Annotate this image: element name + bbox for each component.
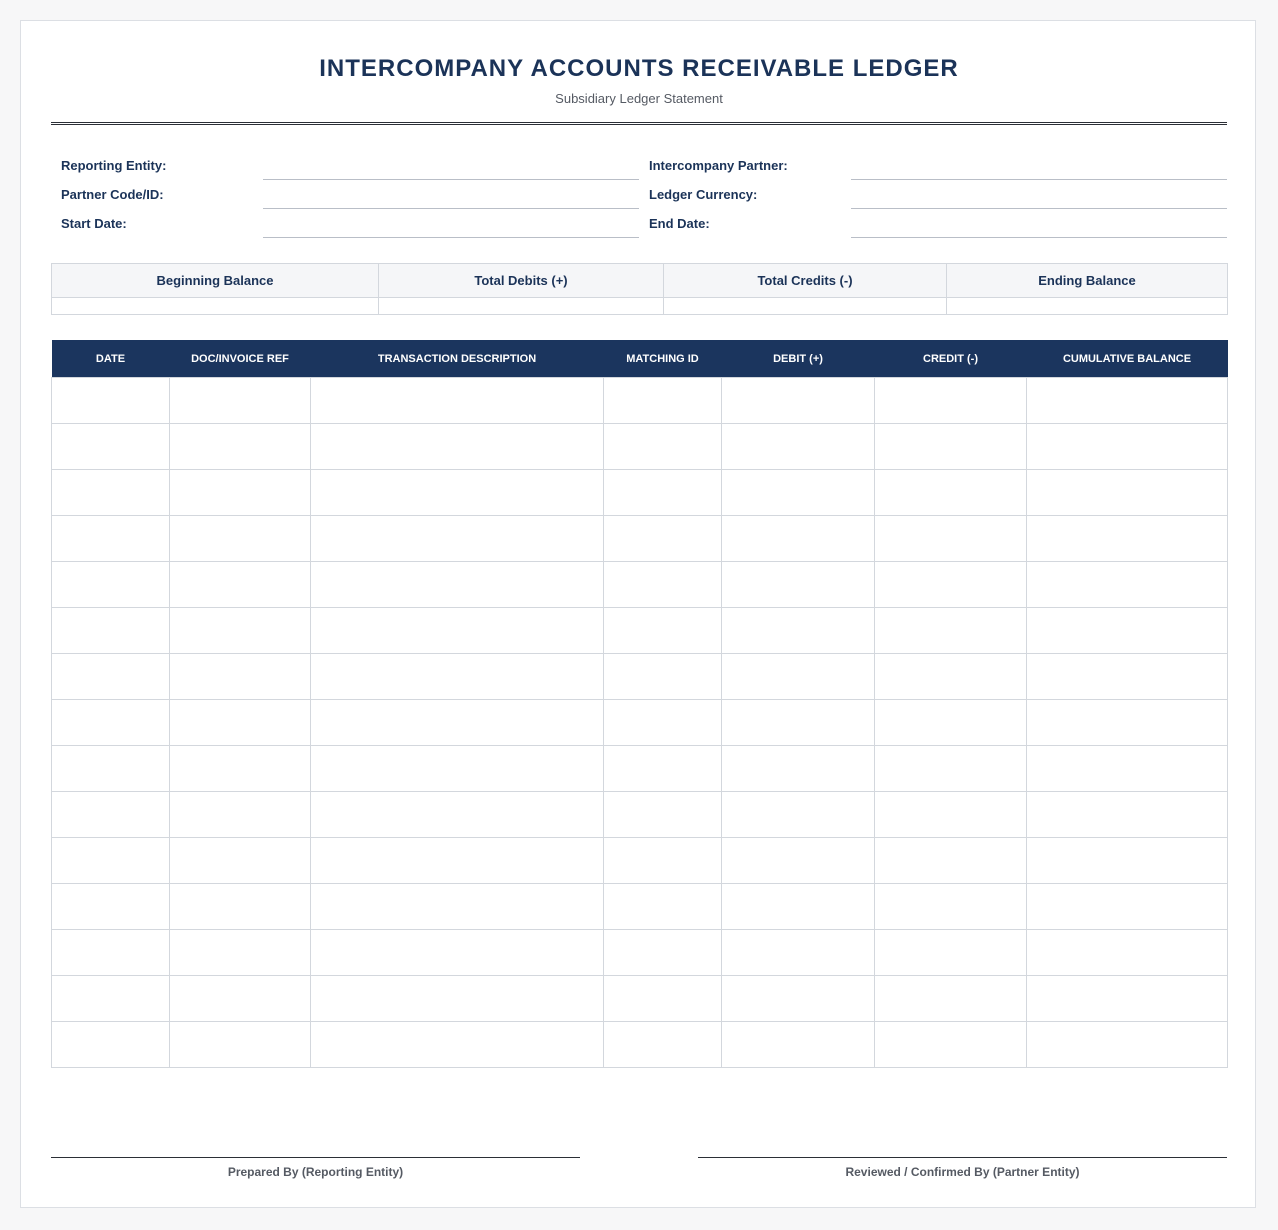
start-date-label: Start Date: <box>61 216 127 231</box>
ledger-header-row <box>52 340 1228 378</box>
matching-id-cell[interactable] <box>604 700 722 746</box>
table-row <box>52 792 1228 838</box>
debit-cell[interactable] <box>722 562 875 608</box>
table-row <box>52 608 1228 654</box>
column-header-doc-ref: DOC/INVOICE REF <box>170 340 311 378</box>
credit-cell[interactable] <box>875 470 1027 516</box>
doc-ref-cell[interactable] <box>170 470 311 516</box>
date-cell[interactable] <box>52 792 170 838</box>
summary-value-row <box>52 298 1228 315</box>
description-cell[interactable] <box>311 792 604 838</box>
doc-ref-cell[interactable] <box>170 884 311 930</box>
prepared-by-signature-line[interactable] <box>51 1157 580 1158</box>
cumulative-balance-cell[interactable] <box>1027 700 1228 746</box>
description-cell[interactable] <box>311 516 604 562</box>
cumulative-balance-cell[interactable] <box>1027 838 1228 884</box>
table-row <box>52 930 1228 976</box>
matching-id-cell[interactable] <box>604 654 722 700</box>
page-subtitle: Subsidiary Ledger Statement <box>555 91 723 106</box>
description-cell[interactable] <box>311 838 604 884</box>
credit-cell[interactable] <box>875 930 1027 976</box>
column-header-matching-id: MATCHING ID <box>604 340 722 378</box>
ledger-currency-field[interactable] <box>851 208 1227 209</box>
summary-header-total-credits: Total Credits (-) <box>664 264 947 298</box>
doc-ref-cell[interactable] <box>170 838 311 884</box>
doc-ref-cell[interactable] <box>170 608 311 654</box>
matching-id-cell[interactable] <box>604 516 722 562</box>
credit-cell[interactable] <box>875 700 1027 746</box>
table-row <box>52 470 1228 516</box>
description-cell[interactable] <box>311 746 604 792</box>
credit-cell[interactable] <box>875 608 1027 654</box>
doc-ref-cell[interactable] <box>170 654 311 700</box>
prepared-by-label: Prepared By (Reporting Entity) <box>227 1165 404 1179</box>
start-date-field[interactable] <box>263 237 639 238</box>
debit-cell[interactable] <box>722 884 875 930</box>
debit-cell[interactable] <box>722 700 875 746</box>
doc-ref-cell[interactable] <box>170 976 311 1022</box>
credit-cell[interactable] <box>875 378 1027 424</box>
date-cell[interactable] <box>52 930 170 976</box>
debit-cell[interactable] <box>722 470 875 516</box>
table-row <box>52 654 1228 700</box>
ledger-sheet <box>20 20 1256 1208</box>
cumulative-balance-cell[interactable] <box>1027 746 1228 792</box>
date-cell[interactable] <box>52 700 170 746</box>
debit-cell[interactable] <box>722 654 875 700</box>
summary-header-beginning-balance: Beginning Balance <box>52 264 379 298</box>
partner-code-field[interactable] <box>263 208 639 209</box>
date-cell[interactable] <box>52 470 170 516</box>
cumulative-balance-cell[interactable] <box>1027 930 1228 976</box>
cumulative-balance-cell[interactable] <box>1027 1022 1228 1068</box>
date-cell[interactable] <box>52 976 170 1022</box>
credit-cell[interactable] <box>875 976 1027 1022</box>
table-row <box>52 516 1228 562</box>
matching-id-cell[interactable] <box>604 976 722 1022</box>
credit-cell[interactable] <box>875 424 1027 470</box>
description-cell[interactable] <box>311 930 604 976</box>
date-cell[interactable] <box>52 608 170 654</box>
table-row <box>52 884 1228 930</box>
matching-id-cell[interactable] <box>604 470 722 516</box>
cumulative-balance-cell[interactable] <box>1027 470 1228 516</box>
credit-cell[interactable] <box>875 1022 1027 1068</box>
reviewed-by-signature-line[interactable] <box>698 1157 1227 1158</box>
end-date-label: End Date: <box>649 216 710 231</box>
debit-cell[interactable] <box>722 838 875 884</box>
credit-cell[interactable] <box>875 792 1027 838</box>
date-cell[interactable] <box>52 562 170 608</box>
matching-id-cell[interactable] <box>604 1022 722 1068</box>
end-date-field[interactable] <box>851 237 1227 238</box>
total-credits-cell[interactable] <box>664 298 947 315</box>
cumulative-balance-cell[interactable] <box>1027 608 1228 654</box>
debit-cell[interactable] <box>722 516 875 562</box>
table-row <box>52 976 1228 1022</box>
description-cell[interactable] <box>311 470 604 516</box>
cumulative-balance-cell[interactable] <box>1027 884 1228 930</box>
doc-ref-cell[interactable] <box>170 700 311 746</box>
table-row <box>52 562 1228 608</box>
matching-id-cell[interactable] <box>604 884 722 930</box>
date-cell[interactable] <box>52 884 170 930</box>
column-header-description: TRANSACTION DESCRIPTION <box>311 340 604 378</box>
doc-ref-cell[interactable] <box>170 562 311 608</box>
matching-id-cell[interactable] <box>604 838 722 884</box>
header-double-rule <box>51 122 1227 125</box>
column-header-debit: DEBIT (+) <box>722 340 875 378</box>
debit-cell[interactable] <box>722 424 875 470</box>
doc-ref-cell[interactable] <box>170 424 311 470</box>
debit-cell[interactable] <box>722 930 875 976</box>
matching-id-cell[interactable] <box>604 424 722 470</box>
credit-cell[interactable] <box>875 654 1027 700</box>
description-cell[interactable] <box>311 976 604 1022</box>
table-row <box>52 378 1228 424</box>
cumulative-balance-cell[interactable] <box>1027 562 1228 608</box>
debit-cell[interactable] <box>722 378 875 424</box>
description-cell[interactable] <box>311 424 604 470</box>
debit-cell[interactable] <box>722 608 875 654</box>
matching-id-cell[interactable] <box>604 930 722 976</box>
intercompany-partner-label: Intercompany Partner: <box>649 158 788 173</box>
description-cell[interactable] <box>311 654 604 700</box>
credit-cell[interactable] <box>875 562 1027 608</box>
cumulative-balance-cell[interactable] <box>1027 654 1228 700</box>
table-row <box>52 746 1228 792</box>
total-debits-cell[interactable] <box>379 298 664 315</box>
doc-ref-cell[interactable] <box>170 1022 311 1068</box>
intercompany-partner-field[interactable] <box>851 179 1227 180</box>
ending-balance-cell[interactable] <box>947 298 1228 315</box>
matching-id-cell[interactable] <box>604 792 722 838</box>
date-cell[interactable] <box>52 516 170 562</box>
doc-ref-cell[interactable] <box>170 378 311 424</box>
reporting-entity-field[interactable] <box>263 179 639 180</box>
description-cell[interactable] <box>311 378 604 424</box>
credit-cell[interactable] <box>875 516 1027 562</box>
date-cell[interactable] <box>52 378 170 424</box>
doc-ref-cell[interactable] <box>170 930 311 976</box>
cumulative-balance-cell[interactable] <box>1027 976 1228 1022</box>
summary-header-ending-balance: Ending Balance <box>947 264 1228 298</box>
date-cell[interactable] <box>52 424 170 470</box>
debit-cell[interactable] <box>722 746 875 792</box>
column-header-cumulative-balance: CUMULATIVE BALANCE <box>1027 340 1228 378</box>
balance-summary-table <box>51 263 1228 315</box>
debit-cell[interactable] <box>722 1022 875 1068</box>
beginning-balance-cell[interactable] <box>52 298 379 315</box>
table-row <box>52 700 1228 746</box>
matching-id-cell[interactable] <box>604 562 722 608</box>
ledger-table <box>51 340 1228 1068</box>
reviewed-by-label: Reviewed / Confirmed By (Partner Entity) <box>845 1165 1080 1179</box>
description-cell[interactable] <box>311 700 604 746</box>
credit-cell[interactable] <box>875 746 1027 792</box>
description-cell[interactable] <box>311 608 604 654</box>
description-cell[interactable] <box>311 562 604 608</box>
matching-id-cell[interactable] <box>604 608 722 654</box>
doc-ref-cell[interactable] <box>170 516 311 562</box>
summary-header-row <box>52 264 1228 298</box>
table-row <box>52 1022 1228 1068</box>
credit-cell[interactable] <box>875 884 1027 930</box>
table-row <box>52 838 1228 884</box>
column-header-credit: CREDIT (-) <box>875 340 1027 378</box>
doc-ref-cell[interactable] <box>170 792 311 838</box>
page-title: INTERCOMPANY ACCOUNTS RECEIVABLE LEDGER <box>319 55 959 82</box>
doc-ref-cell[interactable] <box>170 746 311 792</box>
cumulative-balance-cell[interactable] <box>1027 424 1228 470</box>
date-cell[interactable] <box>52 746 170 792</box>
description-cell[interactable] <box>311 884 604 930</box>
date-cell[interactable] <box>52 838 170 884</box>
summary-header-total-debits: Total Debits (+) <box>379 264 664 298</box>
cumulative-balance-cell[interactable] <box>1027 378 1228 424</box>
partner-code-label: Partner Code/ID: <box>61 187 164 202</box>
matching-id-cell[interactable] <box>604 746 722 792</box>
date-cell[interactable] <box>52 1022 170 1068</box>
description-cell[interactable] <box>311 1022 604 1068</box>
matching-id-cell[interactable] <box>604 378 722 424</box>
reporting-entity-label: Reporting Entity: <box>61 158 167 173</box>
debit-cell[interactable] <box>722 792 875 838</box>
credit-cell[interactable] <box>875 838 1027 884</box>
date-cell[interactable] <box>52 654 170 700</box>
ledger-currency-label: Ledger Currency: <box>649 187 758 202</box>
cumulative-balance-cell[interactable] <box>1027 516 1228 562</box>
table-row <box>52 424 1228 470</box>
cumulative-balance-cell[interactable] <box>1027 792 1228 838</box>
debit-cell[interactable] <box>722 976 875 1022</box>
column-header-date: DATE <box>52 340 170 378</box>
ledger-body <box>52 378 1228 1068</box>
